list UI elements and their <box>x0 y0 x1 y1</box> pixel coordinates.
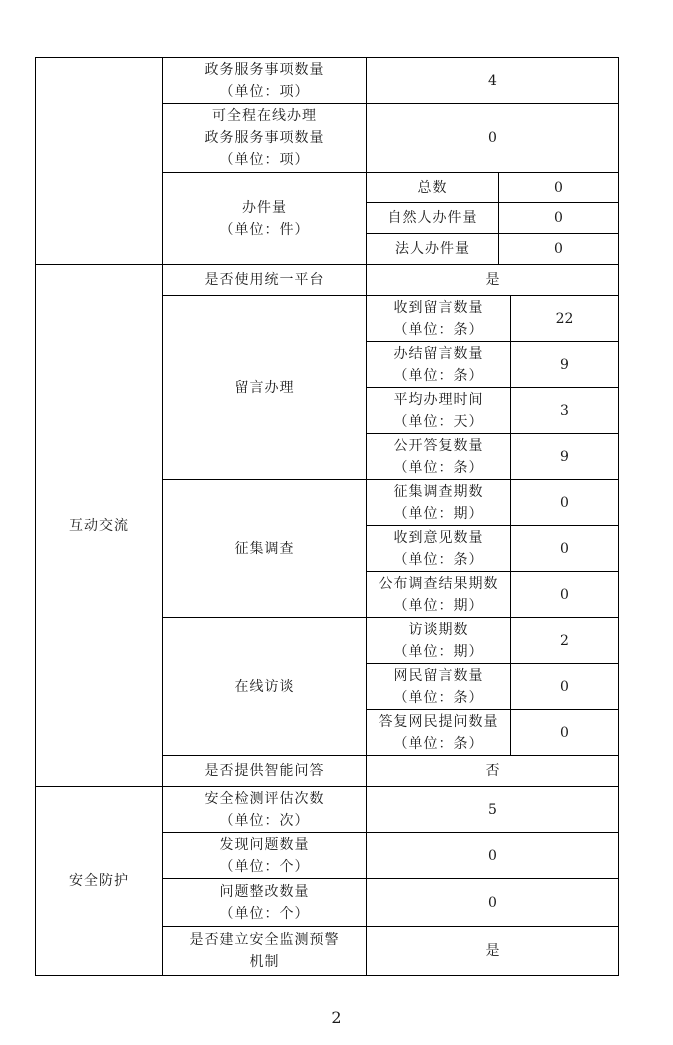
security-issues-found-value: 0 <box>366 832 619 879</box>
survey-results-label: 公布调查结果期数 （单位：期） <box>366 571 511 618</box>
security-issues-fixed-value: 0 <box>366 878 619 927</box>
handling-total-value: 0 <box>498 172 619 203</box>
security-category: 安全防护 <box>35 786 163 976</box>
interview-replies-value: 0 <box>510 709 619 756</box>
handling-total-label: 总数 <box>366 172 499 203</box>
handling-natural-value: 0 <box>498 202 619 234</box>
interview-periods-label: 访谈期数 （单位：期） <box>366 617 511 664</box>
smart-qa-value: 否 <box>366 755 619 787</box>
messages-resolved-label: 办结留言数量 （单位：条） <box>366 341 511 388</box>
handling-legal-value: 0 <box>498 233 619 265</box>
interview-messages-value: 0 <box>510 663 619 710</box>
interview-periods-value: 2 <box>510 617 619 664</box>
interview-replies-label: 答复网民提问数量 （单位：条） <box>366 709 511 756</box>
survey-periods-value: 0 <box>510 479 619 526</box>
smart-qa-label: 是否提供智能问答 <box>162 755 367 787</box>
handling-label: 办件量 （单位：件） <box>162 172 367 265</box>
messages-label: 留言办理 <box>162 295 367 480</box>
messages-avg-time-value: 3 <box>510 387 619 434</box>
survey-opinions-label: 收到意见数量 （单位：条） <box>366 525 511 572</box>
interview-label: 在线访谈 <box>162 617 367 756</box>
interview-messages-label: 网民留言数量 （单位：条） <box>366 663 511 710</box>
security-issues-fixed-label: 问题整改数量 （单位：个） <box>162 878 367 927</box>
survey-results-value: 0 <box>510 571 619 618</box>
security-issues-found-label: 发现问题数量 （单位：个） <box>162 832 367 879</box>
service-items-label: 政务服务事项数量 （单位：项） <box>162 57 367 104</box>
messages-avg-time-label: 平均办理时间 （单位：天） <box>366 387 511 434</box>
unified-platform-label: 是否使用统一平台 <box>162 264 367 296</box>
messages-public-reply-label: 公开答复数量 （单位：条） <box>366 433 511 480</box>
unified-platform-value: 是 <box>366 264 619 296</box>
page-number: 2 <box>331 1008 342 1027</box>
messages-received-label: 收到留言数量 （单位：条） <box>366 295 511 342</box>
online-items-value: 0 <box>366 103 619 173</box>
handling-legal-label: 法人办件量 <box>366 233 499 265</box>
category-cell-empty <box>35 57 163 265</box>
security-assessment-value: 5 <box>366 786 619 833</box>
survey-label: 征集调查 <box>162 479 367 618</box>
service-items-value: 4 <box>366 57 619 104</box>
security-monitoring-label: 是否建立安全监测预警 机制 <box>162 926 367 976</box>
security-assessment-label: 安全检测评估次数 （单位：次） <box>162 786 367 833</box>
interaction-category: 互动交流 <box>35 264 163 787</box>
survey-opinions-value: 0 <box>510 525 619 572</box>
survey-periods-label: 征集调查期数 （单位：期） <box>366 479 511 526</box>
messages-resolved-value: 9 <box>510 341 619 388</box>
messages-public-reply-value: 9 <box>510 433 619 480</box>
online-items-label: 可全程在线办理 政务服务事项数量 （单位：项） <box>162 103 367 173</box>
security-monitoring-value: 是 <box>366 926 619 976</box>
handling-natural-label: 自然人办件量 <box>366 202 499 234</box>
messages-received-value: 22 <box>510 295 619 342</box>
